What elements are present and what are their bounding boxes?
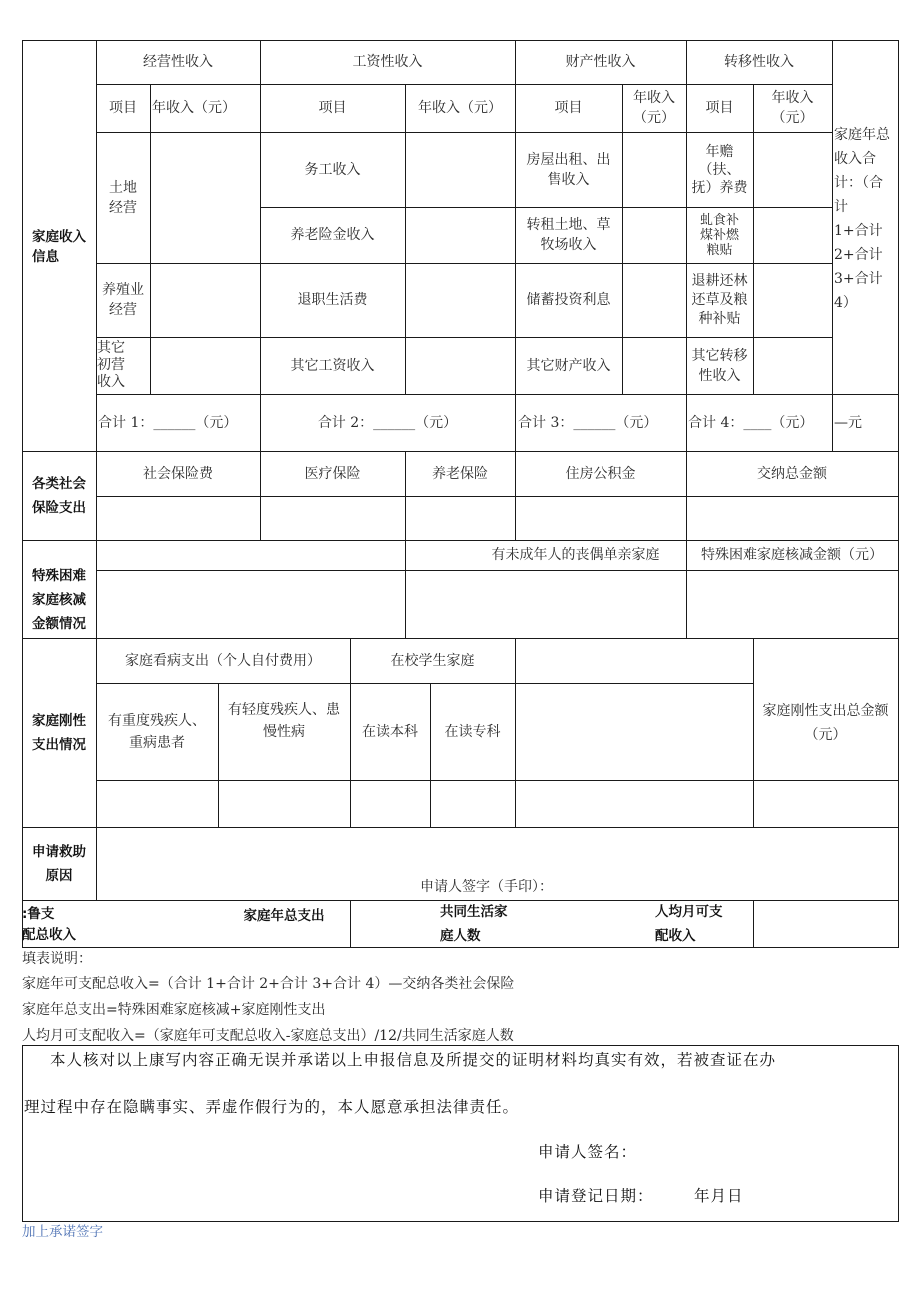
- annual-expense-label: 家庭年总支出: [243, 908, 325, 924]
- rule: [96, 570, 899, 571]
- reason-section-label: 申请救助 原因: [32, 843, 86, 884]
- registration-date-value: 年月日: [694, 1187, 744, 1205]
- wage-item-labor: 务工收入: [304, 161, 361, 178]
- rigid-total: 家庭刚性支出总金额 （元）: [762, 703, 889, 743]
- transfer-item-subsidy: 虬食补 煤补燃 粮贴: [699, 212, 739, 258]
- student-family-header: 在校学生家庭: [390, 652, 475, 669]
- col-item: 项目: [318, 100, 347, 116]
- rule: [898, 40, 899, 947]
- pledge-line-2: 理过程中存在隐瞒事实、弄虚作假行为的，本人愿意承担法律责任。: [24, 1098, 520, 1116]
- rule: [515, 394, 516, 451]
- category-transfer: 转移性收入: [724, 54, 794, 70]
- col-item: 项目: [109, 100, 137, 116]
- col-item: 项目: [554, 100, 583, 116]
- insurance-header-housing: 住房公积金: [565, 465, 636, 482]
- category-property: 财产性收入: [565, 54, 636, 70]
- footer-note: 加上承诺签字: [22, 1224, 103, 1240]
- subtotal-1: 合计 1：______（元）: [98, 414, 238, 431]
- notes-title: 填表说明：: [22, 951, 92, 967]
- col-annual: 年收入 （元）: [771, 90, 814, 126]
- undergraduate: 在读本科: [362, 723, 418, 740]
- applicant-fingerprint-label: 申请人签字（手印）：: [420, 879, 553, 895]
- rule: [22, 827, 899, 828]
- property-item-rental: 房屋出租、出 售收入: [526, 151, 611, 188]
- disposable-income-label: :鲁支 配总收入: [22, 906, 76, 943]
- transfer-item-support: 年赡 （扶、 抚）养费: [691, 143, 748, 196]
- household-members-label: 共同生活家 庭人数: [440, 903, 508, 944]
- col-item: 项目: [705, 100, 734, 116]
- hardship-section-label: 特殊困难 家庭核减 金额情况: [32, 568, 86, 632]
- rule: [96, 780, 899, 781]
- note-line-1: 家庭年可支配总收入=（合计 1+合计 2+合计 3+合计 4）—交纳各类社会保险: [22, 976, 515, 992]
- insurance-header-medical: 医疗保险: [304, 465, 361, 482]
- wage-item-retirement: 退职生活费: [297, 292, 368, 308]
- wage-item-other: 其它工资收入: [290, 357, 375, 374]
- subtotal-2: 合计 2：______（元）: [317, 414, 458, 431]
- rule: [686, 394, 687, 451]
- hardship-amount-header: 特殊困难家庭核减金额（元）: [701, 547, 883, 563]
- income-section-label: 家庭收入 信息: [32, 229, 86, 265]
- category-operating: 经营性收入: [143, 54, 213, 70]
- property-item-interest: 储蓄投资利息: [526, 292, 611, 308]
- col-annual: 年收入（元）: [418, 100, 502, 116]
- rule: [515, 638, 516, 827]
- rule: [22, 1221, 899, 1222]
- rule: [898, 1045, 899, 1221]
- junior-college: 在读专科: [444, 723, 501, 740]
- insurance-header-social: 社会保险费: [143, 465, 213, 482]
- transfer-item-reforest: 退耕还林 还草及粮 种补贴: [691, 272, 748, 327]
- rule: [22, 1045, 23, 1221]
- category-wage: 工资性收入: [352, 54, 423, 70]
- col-annual: 年收入（元）: [152, 100, 236, 116]
- medical-expense-header: 家庭看病支出（个人自付费用）: [125, 652, 321, 669]
- rigid-section-label: 家庭刚性 支出情况: [32, 713, 86, 753]
- rule: [96, 496, 899, 497]
- pledge-line-1: 本人核对以上康写内容正确无误并承诺以上申报信息及所提交的证明材料均真实有效，若被查证在办: [50, 1051, 777, 1069]
- registration-date-label: 申请登记日期：: [538, 1187, 654, 1205]
- insurance-header-pension: 养老保险: [432, 465, 488, 482]
- subtotal-4: 合计 4：____（元）: [688, 414, 814, 431]
- single-parent-header: 有未成年人的丧偶单亲家庭: [491, 547, 660, 563]
- insurance-header-total: 交纳总金额: [757, 465, 827, 482]
- transfer-item-other: 其它转移 性收入: [691, 347, 748, 384]
- property-item-sublease: 转租土地、草 牧场收入: [526, 217, 611, 253]
- rule: [350, 900, 351, 947]
- wage-item-pension: 养老险金收入: [290, 227, 375, 243]
- mild-disability: 有轻度残疾人、患 慢性病: [228, 702, 340, 740]
- col-annual: 年收入 （元）: [633, 90, 675, 126]
- per-capita-income-label: 人均月可支 配收入: [655, 903, 723, 944]
- rule: [753, 900, 754, 947]
- operating-item-breeding: 养殖业 经营: [102, 282, 144, 318]
- subtotal-3: 合计 3：______（元）: [518, 414, 658, 431]
- severe-disability: 有重度残疾人、 重病患者: [108, 712, 206, 751]
- insurance-section-label: 各类社会 保险支出: [32, 475, 86, 516]
- property-item-other: 其它财产收入: [526, 357, 611, 374]
- operating-item-other: 其它 初营 收入: [97, 340, 125, 390]
- total-income-unit: —元: [834, 414, 862, 431]
- operating-item-land: 土地 经营: [109, 179, 137, 216]
- note-line-2: 家庭年总支出=特殊困难家庭核减+家庭刚性支出: [22, 1002, 326, 1018]
- note-line-3: 人均月可支配收入=（家庭年可支配总收入-家庭总支出）/12/共同生活家庭人数: [22, 1028, 514, 1044]
- total-income-formula: 家庭年总 收入合 计：（合 计 1+合计 2+合计 3+合计 4）: [834, 127, 890, 311]
- applicant-sign-label: 申请人签名：: [538, 1143, 638, 1161]
